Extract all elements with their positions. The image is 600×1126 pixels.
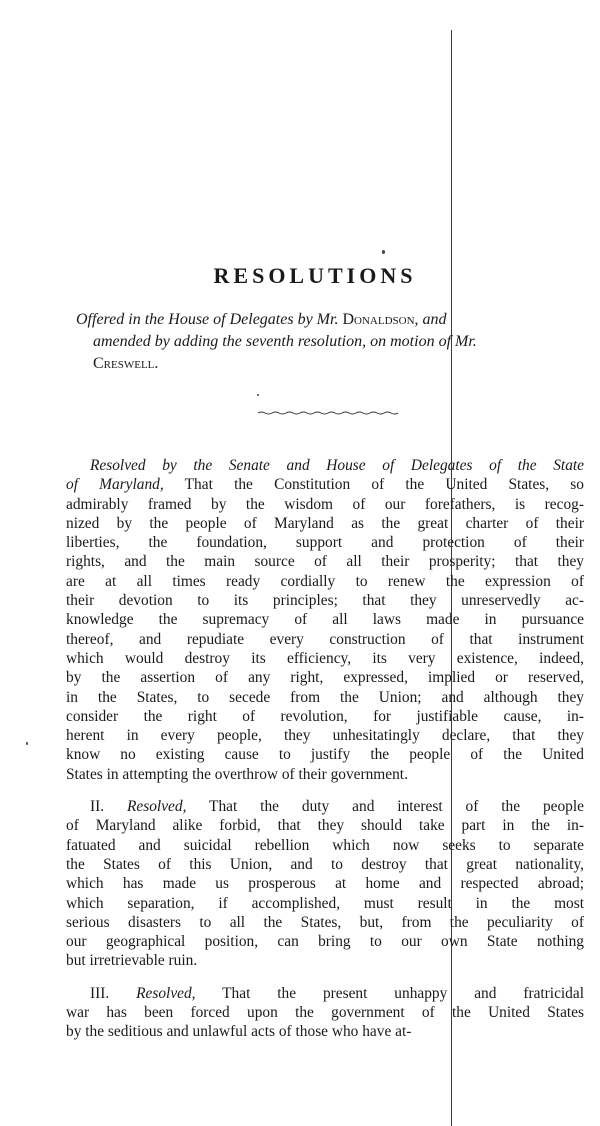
text-line [66, 552, 584, 571]
text-line [66, 1003, 584, 1022]
line-text: serious disasters to all the States, but, from the peculiarity of [66, 913, 584, 931]
line-text: herent in every people, they unhesitatingly declare, that they [66, 727, 584, 745]
text-line [66, 572, 584, 591]
line-text: which has made us prosperous at home and respected abroad; [66, 875, 584, 893]
text-line [66, 610, 584, 629]
text-line [66, 533, 584, 552]
line-text: That the duty and interest of the people [186, 798, 584, 816]
subtitle-text: and [422, 311, 447, 328]
page-title: RESOLUTIONS [213, 263, 417, 288]
line-text: know no existing cause to justify the people of the United [66, 746, 584, 764]
resolution-paragraph [66, 456, 584, 784]
line-text: the States of this Union, and to destroy that great nationality, [66, 855, 584, 873]
line-text: consider the right of revolution, for justifiable cause, in- [66, 707, 584, 725]
text-line [66, 514, 584, 533]
line-text: liberties, the foundation, support and protection of their [66, 534, 584, 552]
subtitle-line: amended by adding the seventh resolution, on motion of Mr. [93, 333, 477, 350]
print-speck [26, 742, 28, 745]
subtitle-text: Offered in the House of Delegates by Mr. [76, 311, 339, 328]
resolution-paragraph [66, 984, 584, 1042]
resolution-numeral: III. [90, 984, 137, 1002]
resolution-paragraph [66, 797, 584, 971]
delegate-name: Donaldson, [342, 311, 419, 328]
text-line [66, 765, 584, 784]
text-line [66, 855, 584, 874]
line-text: States in attempting the overthrow of their government. [66, 765, 408, 783]
text-line [66, 932, 584, 951]
resolved-clause: Resolved, [127, 798, 187, 816]
text-line [66, 726, 584, 745]
text-line [66, 649, 584, 668]
decorative-rule [258, 411, 398, 415]
text-line [66, 951, 584, 970]
line-text: admirably framed by the wisdom of our forefathers, is recog- [66, 495, 584, 513]
text-line [66, 816, 584, 835]
line-text: knowledge the supremacy of all laws made in pursuance [66, 611, 584, 629]
resolved-clause: of Maryland, [66, 476, 164, 494]
text-line [66, 707, 584, 726]
print-speck [382, 250, 385, 254]
line-text: our geographical position, can bring to our own State nothing [66, 933, 584, 951]
text-line [66, 745, 584, 764]
line-text: That the present unhappy and fratricidal [195, 984, 584, 1002]
line-text: in the States, to secede from the Union; and although they [66, 688, 584, 706]
resolved-clause: Resolved, [136, 984, 196, 1002]
text-line [66, 894, 584, 913]
text-line [66, 456, 584, 475]
text-line [66, 630, 584, 649]
line-text: which would destroy its efficiency, its very existence, indeed, [66, 649, 584, 667]
text-line [66, 688, 584, 707]
line-text: by the seditious and unlawful acts of those who have at- [66, 1023, 412, 1041]
delegate-name: Creswell. [93, 355, 159, 372]
subtitle-line [76, 309, 596, 331]
resolved-clause: Resolved by the Senate and House of Delegates of the State [90, 457, 584, 474]
text-line [66, 984, 584, 1003]
line-text: by the assertion of any right, expressed, implied or reserved, [66, 669, 584, 687]
text-line [66, 475, 584, 494]
text-line [66, 913, 584, 932]
line-text: nized by the people of Maryland as the great charter of their [66, 514, 584, 532]
text-line [66, 836, 584, 855]
text-line [66, 797, 584, 816]
text-line [66, 591, 584, 610]
text-line [66, 874, 584, 893]
resolution-subtitle [76, 309, 596, 375]
resolutions-body [66, 456, 584, 1055]
line-text: fatuated and suicidal rebellion which now seeks to separate [66, 836, 584, 854]
line-text: That the Constitution of the United States, so [163, 476, 584, 494]
print-speck [257, 394, 259, 396]
line-text: their devotion to its principles; that they unreservedly ac- [66, 592, 584, 610]
text-line [66, 1022, 584, 1041]
text-line [66, 495, 584, 514]
resolution-numeral: II. [90, 798, 128, 816]
line-text: of Maryland alike forbid, that they should take part in the in- [66, 817, 584, 835]
line-text: war has been forced upon the government of the United States [66, 1004, 584, 1022]
line-text: thereof, and repudiate every construction of that instrument [66, 630, 584, 648]
line-text: rights, and the main source of all their prosperity; that they [66, 553, 584, 571]
line-text: are at all times ready cordially to renew the expression of [66, 572, 584, 590]
line-text: which separation, if accomplished, must result in the most [66, 894, 584, 912]
line-text: but irretrievable ruin. [66, 952, 198, 970]
text-line [66, 668, 584, 687]
